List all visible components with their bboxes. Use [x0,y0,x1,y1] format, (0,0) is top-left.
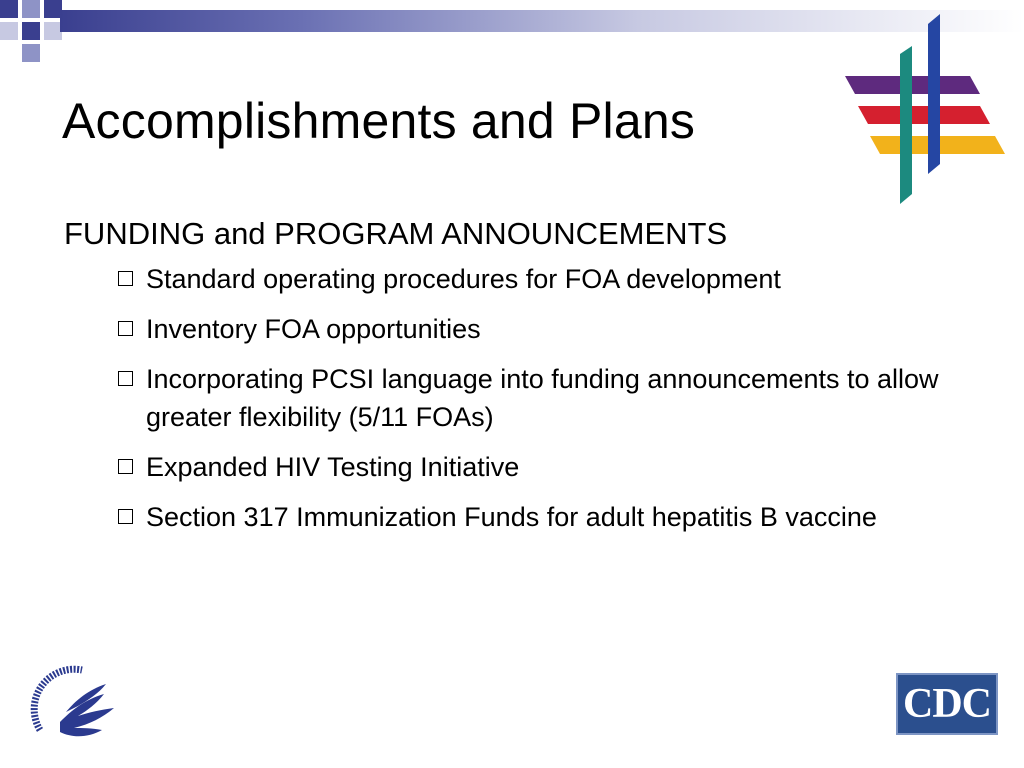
slide-title: Accomplishments and Plans [62,93,696,149]
square-bullet-icon [118,321,133,336]
list-item [116,310,1004,348]
list-item [116,498,966,536]
bullet-text: Incorporating PCSI language into funding announcements to allow greater flexibility (5/11 FOAs) [146,364,939,432]
pcsi-logo-icon [840,14,1015,209]
hhs-seal-icon [22,660,122,750]
bullet-list [64,260,1004,536]
bullet-text: Inventory FOA opportunities [146,314,481,344]
bullet-text: Expanded HIV Testing Initiative [146,452,520,482]
square-bullet-icon [118,371,133,386]
square-bullet-icon [118,459,133,474]
square-bullet-icon [118,271,133,286]
cdc-logo-text: CDC [903,681,991,727]
section-heading: FUNDING and PROGRAM ANNOUNCEMENTS [64,216,728,251]
square-bullet-icon [118,509,133,524]
list-item [116,360,966,436]
slide-body [64,214,1004,548]
list-item [116,448,1004,486]
cdc-logo [896,673,998,735]
list-item [116,260,1004,298]
bullet-text: Standard operating procedures for FOA development [146,264,781,294]
bullet-text: Section 317 Immunization Funds for adult hepatitis B vaccine [146,502,877,532]
